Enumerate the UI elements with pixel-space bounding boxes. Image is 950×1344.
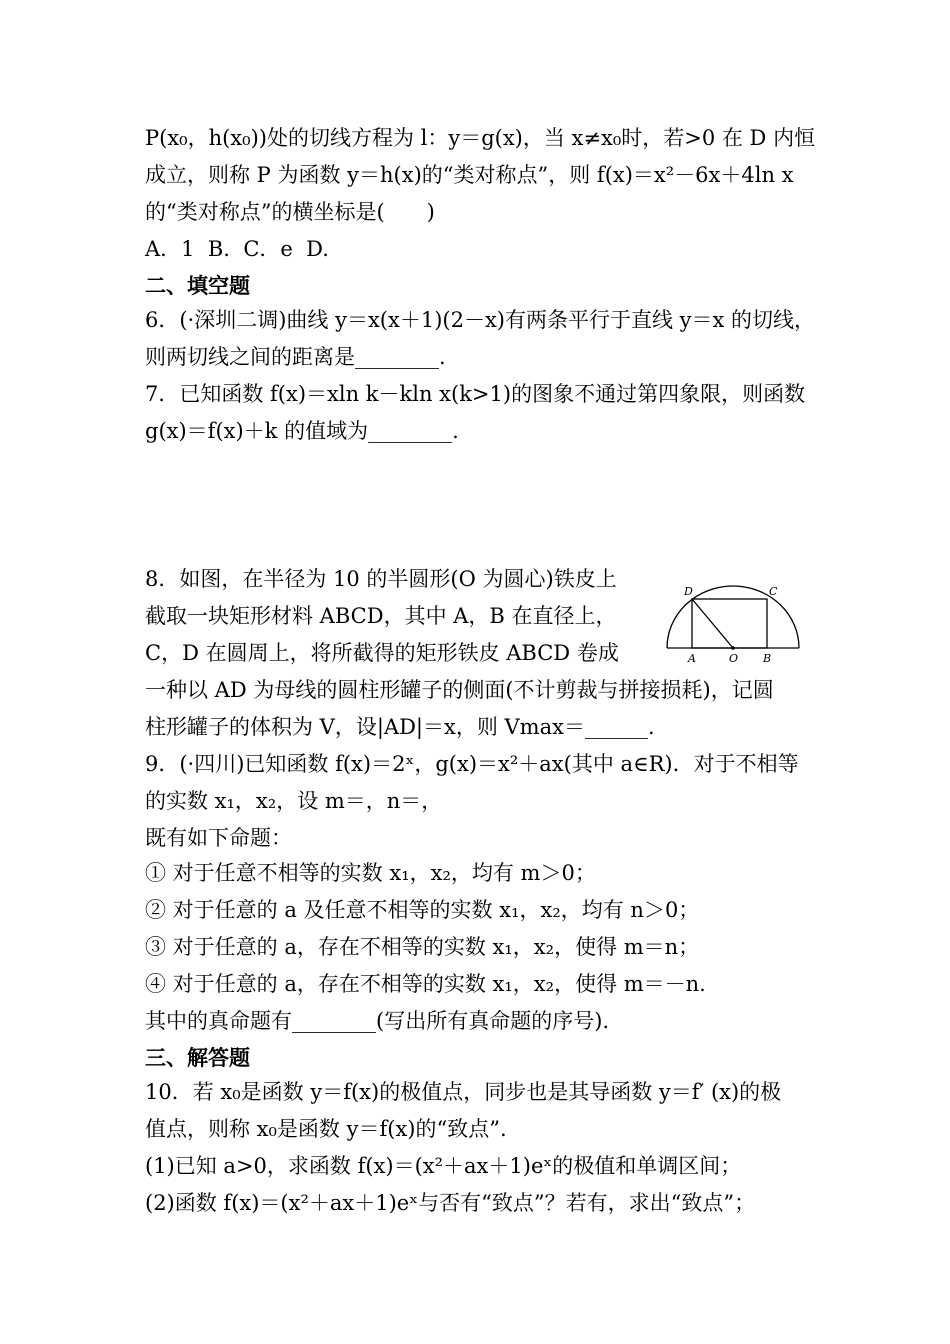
text-line: 截取一块矩形材料 ABCD，其中 A，B 在直径上， — [145, 604, 617, 628]
section-heading: 三、解答题 — [145, 1046, 250, 1070]
label-c: C — [769, 585, 778, 598]
label-d: D — [684, 585, 693, 598]
text-line: 既有如下命题： — [145, 826, 292, 850]
text-line: 成立，则称 P 为函数 y＝h(x)的“类对称点”，则 f(x)＝x²－6x＋4ln x — [145, 163, 794, 187]
text-line: (2)函数 f(x)＝(x²＋ax＋1)eˣ与否有“致点”？若有，求出“致点”； — [145, 1191, 756, 1215]
text-line: C，D 在圆周上，将所截得的矩形铁皮 ABCD 卷成 — [145, 641, 619, 665]
label-b: B — [763, 652, 772, 665]
text-line: 其中的真命题有________(写出所有真命题的序号). — [145, 1009, 610, 1033]
text-line: 的实数 x₁，x₂，设 m＝，n＝， — [145, 789, 443, 813]
label-o: O — [729, 652, 739, 665]
proposition-3: ③ 对于任意的 a，存在不相等的实数 x₁，x₂，使得 m＝n； — [145, 935, 700, 959]
text-line: P(x₀，h(x₀))处的切线方程为 l：y＝g(x)，当 x≠x₀时，若>0 在 D 内恒 — [145, 126, 816, 150]
text-line: 值点，则称 x₀是函数 y＝f(x)的“致点”. — [145, 1117, 507, 1141]
semicircle-rectangle-figure — [662, 582, 802, 668]
proposition-4: ④ 对于任意的 a，存在不相等的实数 x₁，x₂，使得 m＝－n. — [145, 972, 706, 996]
center-point — [731, 646, 735, 650]
section-heading: 二、填空题 — [145, 274, 250, 298]
question-8: 8．如图，在半径为 10 的半圆形(O 为圆心)铁皮上 — [145, 567, 617, 591]
question-9: 9．(·四川)已知函数 f(x)＝2ˣ，g(x)＝x²＋ax(其中 a∈R)．对于不相等 — [145, 752, 799, 776]
proposition-2: ② 对于任意的 a 及任意不相等的实数 x₁，x₂，均有 n＞0； — [145, 898, 700, 922]
text-line: g(x)＝f(x)＋k 的值域为________. — [145, 419, 459, 443]
question-7: 7．已知函数 f(x)＝xln k－kln x(k>1)的图象不通过第四象限，则函数 — [145, 382, 806, 406]
rectangle-abcd — [692, 599, 767, 648]
proposition-1: ① 对于任意不相等的实数 x₁，x₂，均有 m＞0； — [145, 861, 596, 885]
text-line: 柱形罐子的体积为 V，设|AD|＝x，则 Vmax＝______. — [145, 715, 655, 739]
label-a: A — [688, 652, 696, 665]
question-6: 6．(·深圳二调)曲线 y＝x(x＋1)(2－x)有两条平行于直线 y＝x 的切线， — [145, 308, 816, 332]
answer-options: A．1 B. C．e D. — [145, 237, 329, 261]
question-10: 10．若 x₀是函数 y＝f(x)的极值点，同步也是其导函数 y＝f′ (x)的极 — [145, 1080, 782, 1104]
text-line: 的“类对称点”的横坐标是( ) — [145, 200, 435, 224]
radius-line — [692, 599, 733, 648]
text-line: 一种以 AD 为母线的圆柱形罐子的侧面(不计剪裁与拼接损耗)，记圆 — [145, 678, 774, 702]
text-line: 则两切线之间的距离是________. — [145, 345, 446, 369]
text-line: (1)已知 a>0，求函数 f(x)＝(x²＋ax＋1)eˣ的极值和单调区间； — [145, 1154, 742, 1178]
